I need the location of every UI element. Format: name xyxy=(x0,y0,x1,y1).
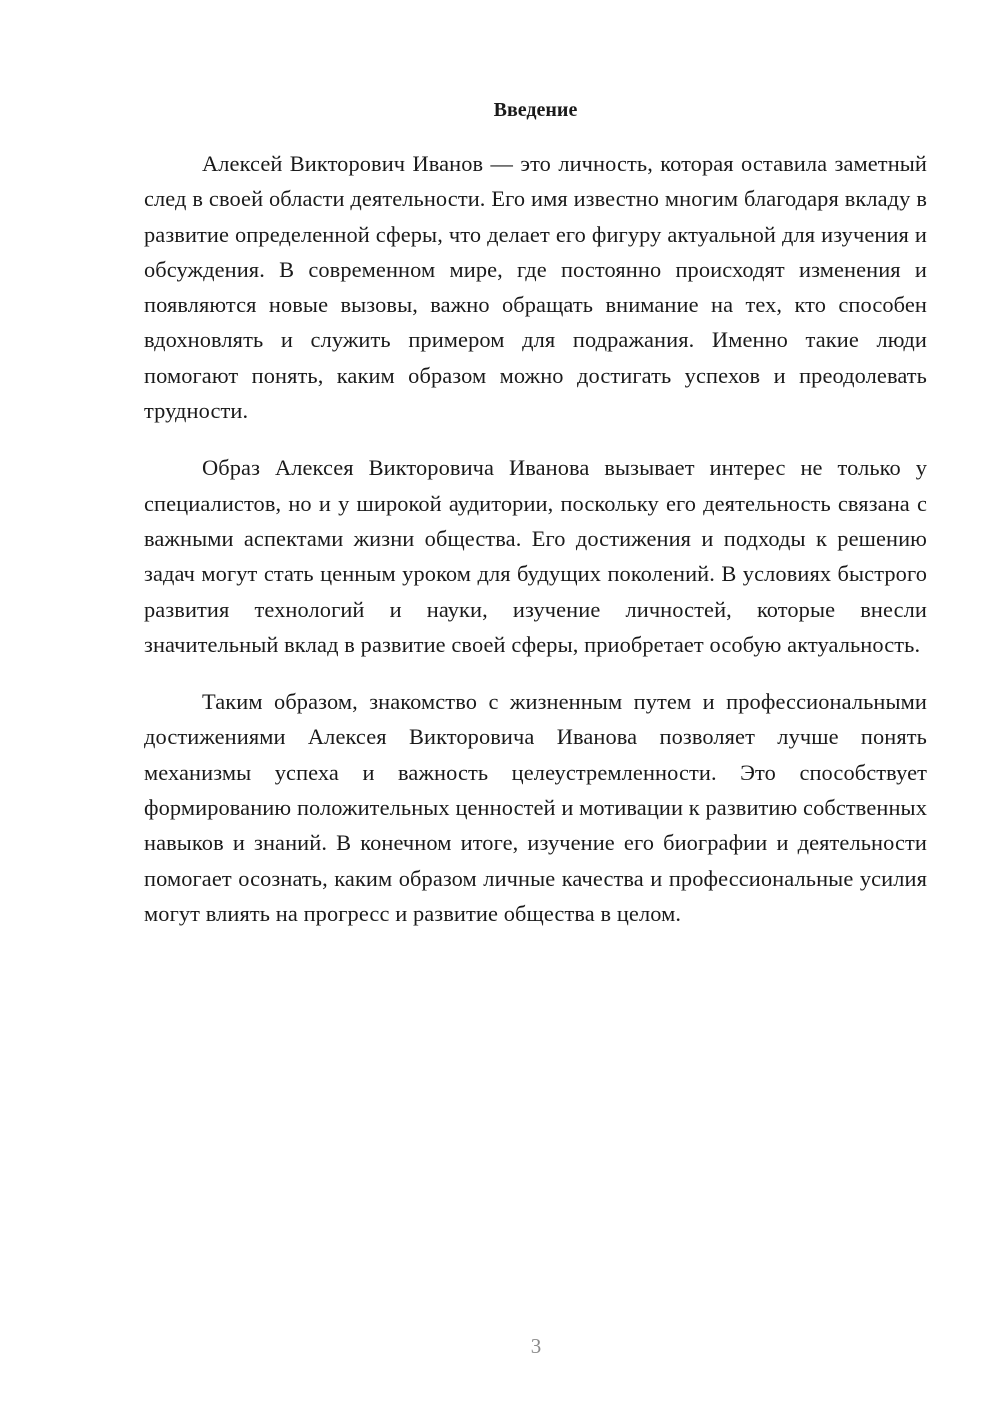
paragraph-3: Таким образом, знакомство с жизненным путем и профессиональными достижениями Алексея Викторовича Иванова позволяет лучше понять механизмы успеха и важность целеустремленности. Это способствует формированию положительных ценностей и мотивации к развитию собственных навыков и знаний. В конечном итоге, изучение его биографии и деятельности помогает осознать, каким образом личные качества и профессиональные усилия могут влиять на прогресс и развитие общества в целом. xyxy=(144,689,927,926)
paragraph-1: Алексей Викторович Иванов — это личность, которая оставила заметный след в своей области деятельности. Его имя известно многим благодаря вкладу в развитие определенной сферы, что делает его фигуру актуальной для изучения и обсуждения. В современном мире, где постоянно происходят изменения и появляются новые вызовы, важно обращать внимание на тех, кто способен вдохновлять и служить примером для подражания. Именно такие люди помогают понять, каким образом можно достигать успехов и преодолевать трудности. xyxy=(144,151,927,424)
section-heading: Введение xyxy=(493,99,578,121)
page-number: 3 xyxy=(530,1334,542,1358)
paragraph-2: Образ Алексея Викторовича Иванова вызывает интерес не только у специалистов, но и у широкой аудитории, поскольку его деятельность связана с важными аспектами жизни общества. Его достижения и подходы к решению задач могут стать ценным уроком для будущих поколений. В условиях быстрого развития технологий и науки, изучение личностей, которые внесли значительный вклад в развитие своей сферы, приобретает особую актуальность. xyxy=(144,455,927,657)
page-content xyxy=(144,96,927,953)
